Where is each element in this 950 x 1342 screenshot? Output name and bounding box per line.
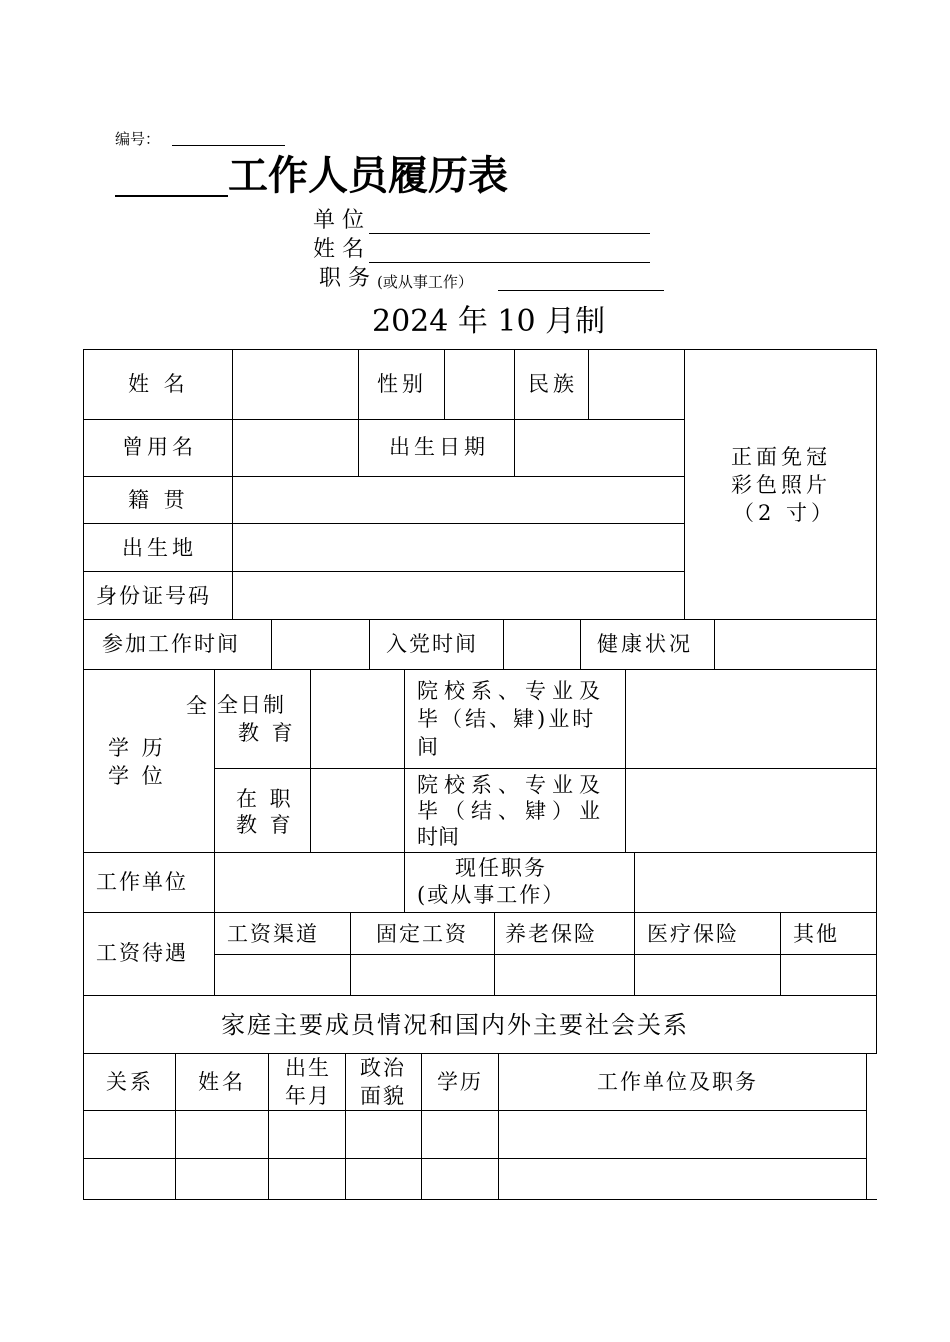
col-workunit: 工作单位及职务 — [597, 1070, 758, 1094]
position-label: 职 务 — [319, 266, 370, 291]
inservice-school-input[interactable] — [626, 769, 876, 852]
gender-label: 性别 — [377, 372, 427, 396]
name-field[interactable] — [369, 262, 650, 263]
position-field[interactable] — [498, 290, 664, 291]
gender-input[interactable] — [445, 350, 514, 419]
ethnicity-input[interactable] — [589, 350, 684, 419]
unit-field[interactable] — [369, 233, 650, 234]
col-education: 学历 — [437, 1070, 483, 1094]
native-place-label: 籍 贯 — [128, 488, 189, 512]
salary-channel-input[interactable] — [215, 955, 350, 995]
medical-input[interactable] — [635, 955, 780, 995]
name-label: 姓 名 — [313, 237, 364, 262]
photo-hint-line1: 正面免冠 — [731, 445, 831, 469]
work-unit-input[interactable] — [215, 853, 404, 912]
name-label-cell: 姓 名 — [128, 372, 189, 396]
id-number-input[interactable] — [233, 572, 684, 619]
title-prefix-blank[interactable] — [115, 195, 228, 197]
medical-label: 医疗保险 — [647, 922, 739, 946]
fulltime-school-line3: 间 — [417, 735, 438, 759]
photo-hint-line2: 彩色照片 — [731, 473, 831, 497]
fixed-salary-input[interactable] — [351, 955, 494, 995]
name-input[interactable] — [233, 350, 358, 419]
party-join-input[interactable] — [504, 620, 580, 669]
work-start-input[interactable] — [272, 620, 369, 669]
col-birth-line2: 年月 — [285, 1084, 331, 1108]
former-name-label: 曾用名 — [122, 435, 197, 459]
native-place-input[interactable] — [233, 477, 684, 523]
birthplace-input[interactable] — [233, 524, 684, 571]
serial-label: 编号： — [115, 130, 161, 148]
col-birth-line1: 出生 — [285, 1056, 331, 1080]
page-title: 工作人员履历表 — [228, 152, 508, 199]
birth-date-input[interactable] — [515, 420, 684, 476]
salary-channel-label: 工资渠道 — [227, 922, 319, 946]
inservice-school-line1: 院校系、专业及 — [417, 773, 606, 797]
former-name-input[interactable] — [233, 420, 358, 476]
current-position-line1: 现任职务 — [455, 856, 547, 880]
fulltime-school-line1: 院校系、专业及 — [417, 679, 606, 703]
work-unit-label: 工作单位 — [96, 870, 188, 894]
education-label-line2: 学 位 — [108, 764, 166, 788]
current-position-input[interactable] — [635, 853, 876, 912]
education-quan-char: 全 — [186, 694, 207, 718]
photo-hint-line3: （2 寸） — [733, 501, 837, 525]
col-name: 姓名 — [198, 1070, 246, 1094]
other-input[interactable] — [781, 955, 876, 995]
fulltime-label-line2: 教 育 — [238, 721, 296, 745]
col-political-line1: 政治 — [360, 1056, 406, 1080]
unit-label: 单 位 — [313, 208, 364, 233]
family-row[interactable] — [84, 1111, 866, 1158]
ethnicity-label: 民族 — [528, 372, 578, 396]
serial-number-field[interactable] — [172, 145, 285, 146]
health-input[interactable] — [715, 620, 876, 669]
health-label: 健康状况 — [597, 632, 693, 656]
col-relation: 关系 — [106, 1070, 154, 1094]
other-label: 其他 — [793, 922, 839, 946]
family-section-title: 家庭主要成员情况和国内外主要社会关系 — [221, 1011, 689, 1039]
fulltime-school-line2: 毕（结、肄)业时 — [417, 707, 597, 731]
fulltime-school-input[interactable] — [626, 670, 876, 768]
fulltime-label-line1: 全日制 — [217, 693, 286, 717]
birthplace-label: 出生地 — [122, 536, 197, 560]
id-number-label: 身份证号码 — [96, 584, 211, 608]
fixed-salary-label: 固定工资 — [376, 922, 468, 946]
pension-input[interactable] — [495, 955, 634, 995]
fulltime-education-input[interactable] — [311, 670, 404, 768]
inservice-education-input[interactable] — [311, 769, 404, 852]
education-label-line1: 学 历 — [108, 736, 166, 760]
inservice-school-line3: 时间 — [417, 825, 459, 849]
inservice-school-line2: 毕（结、肄）业 — [417, 799, 606, 823]
pension-label: 养老保险 — [505, 922, 597, 946]
current-position-line2: (或从事工作） — [417, 883, 566, 907]
work-start-label: 参加工作时间 — [102, 632, 240, 656]
inservice-label-line2: 教 育 — [236, 813, 294, 837]
salary-label: 工资待遇 — [96, 941, 188, 965]
inservice-label-line1: 在 职 — [236, 787, 294, 811]
party-join-label: 入党时间 — [386, 632, 478, 656]
position-note: (或从事工作） — [377, 273, 473, 291]
issue-date: 2024 年 10 月制 — [372, 304, 606, 339]
family-row[interactable] — [84, 1159, 866, 1199]
birth-date-label: 出生日期 — [389, 435, 489, 459]
col-political-line2: 面貌 — [360, 1084, 406, 1108]
